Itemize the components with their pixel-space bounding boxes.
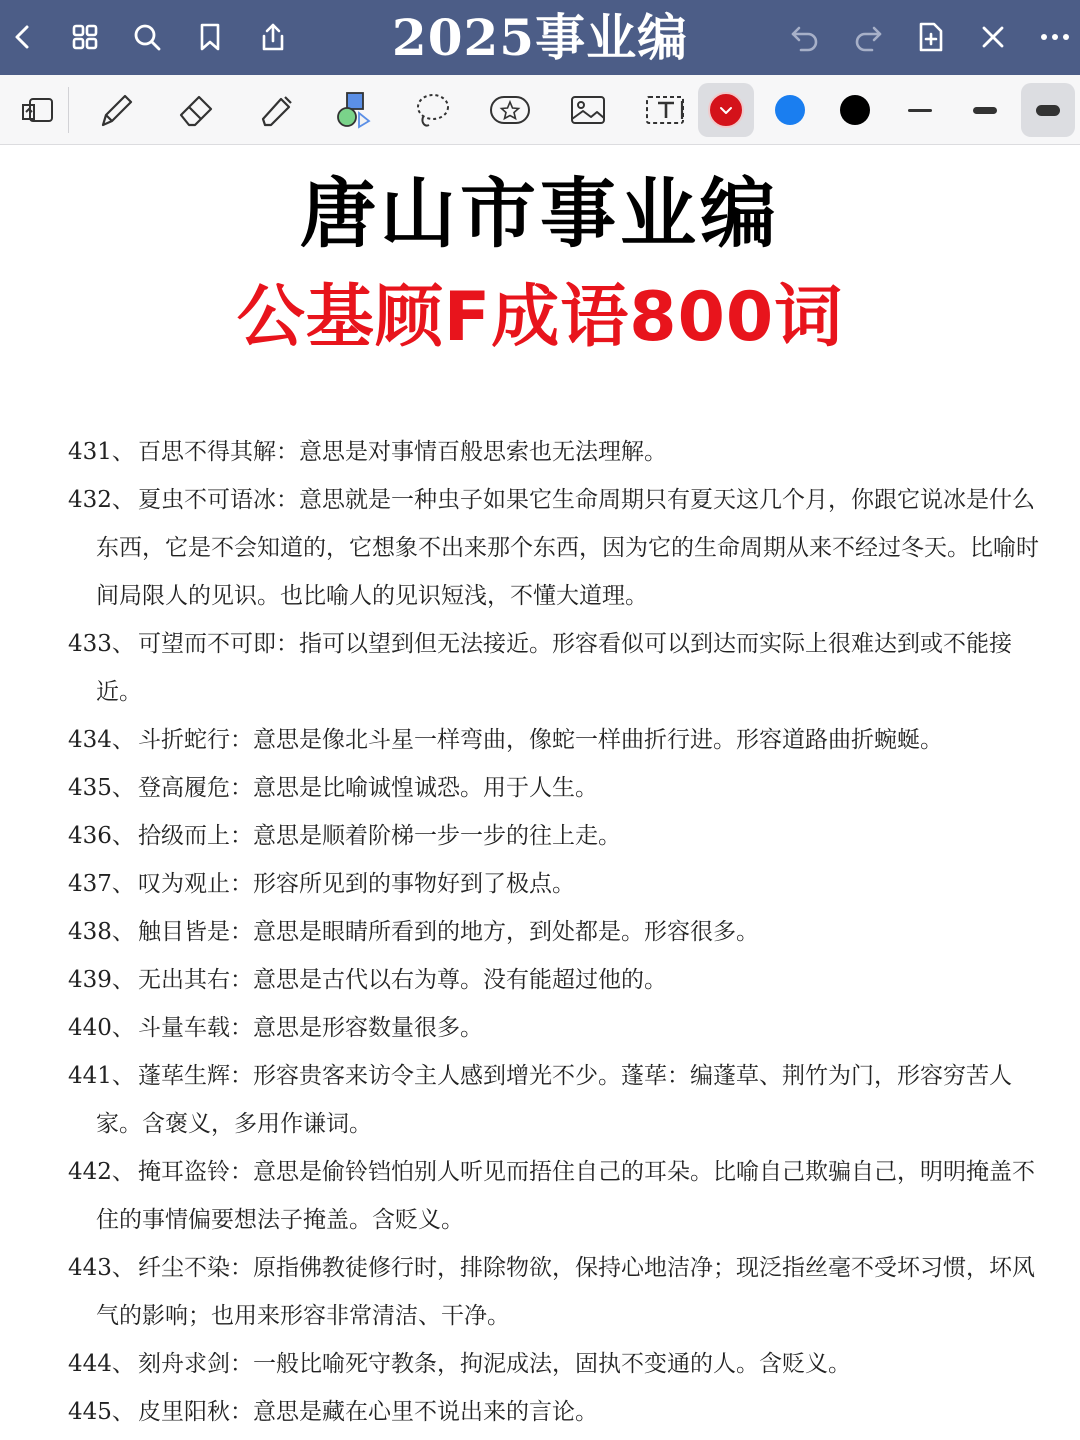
toolbar-divider bbox=[68, 87, 69, 133]
bookmark-icon[interactable] bbox=[187, 14, 233, 60]
entry-number: 433、 bbox=[68, 631, 135, 657]
highlighter-icon[interactable] bbox=[248, 83, 304, 137]
sticker-icon[interactable] bbox=[482, 83, 538, 137]
entry-text: 夏虫不可语冰：意思就是一种虫子如果它生命周期只有夏天这几个月，你跟它说冰是什么东西，它是不会知道的，它想象不出来那个东西，因为它的生命周期从来不经过冬天。比喻时间局限人的见识。也比喻人的见识短浅，不懂大道理。 bbox=[96, 487, 1039, 609]
entry-number: 437、 bbox=[68, 871, 135, 897]
entry-number: 445、 bbox=[68, 1399, 135, 1425]
entry-text: 可望而不可即：指可以望到但无法接近。形容看似可以到达而实际上很难达到或不能接近。 bbox=[96, 631, 1012, 705]
entry-text: 蓬荜生辉：形容贵客来访令主人感到增光不少。蓬荜：编蓬草、荆竹为门，形容穷苦人家。含褒义，多用作谦词。 bbox=[96, 1063, 1012, 1137]
entry-number: 443、 bbox=[68, 1255, 135, 1281]
list-item bbox=[68, 908, 1048, 956]
list-item bbox=[68, 764, 1048, 812]
entry-text: 掩耳盗铃：意思是偷铃铛怕别人听见而捂住自己的耳朵。比喻自己欺骗自己，明明掩盖不住的事情偏要想法子掩盖。含贬义。 bbox=[96, 1159, 1035, 1233]
entry-number: 442、 bbox=[68, 1159, 135, 1185]
document-title: 唐山市事业编 bbox=[300, 169, 780, 258]
entry-text: 刻舟求剑：一般比喻死守教条，拘泥成法，固执不变通的人。含贬义。 bbox=[138, 1351, 851, 1377]
entry-number: 440、 bbox=[68, 1015, 135, 1041]
entry-text: 拾级而上：意思是顺着阶梯一步一步的往上走。 bbox=[138, 823, 621, 849]
list-item bbox=[68, 1340, 1048, 1388]
entry-text: 叹为观止：形容所见到的事物好到了极点。 bbox=[138, 871, 575, 897]
entry-number: 439、 bbox=[68, 967, 135, 993]
eraser-icon[interactable] bbox=[168, 83, 224, 137]
lasso-icon[interactable] bbox=[404, 83, 460, 137]
shapes-icon[interactable] bbox=[326, 83, 382, 137]
top-app-bar bbox=[0, 0, 1080, 75]
entry-number: 436、 bbox=[68, 823, 135, 849]
image-icon[interactable] bbox=[560, 83, 616, 137]
list-item bbox=[68, 476, 1048, 620]
document-page bbox=[0, 146, 1080, 1440]
page-layout-icon[interactable] bbox=[10, 83, 66, 137]
entry-text: 斗量车载：意思是形容数量很多。 bbox=[138, 1015, 483, 1041]
redo-icon[interactable] bbox=[845, 14, 891, 60]
pen-icon[interactable] bbox=[88, 83, 144, 137]
undo-icon[interactable] bbox=[782, 14, 828, 60]
entry-text: 百思不得其解：意思是对事情百般思索也无法理解。 bbox=[138, 439, 667, 465]
text-icon[interactable] bbox=[638, 83, 694, 137]
entry-number: 435、 bbox=[68, 775, 135, 801]
entry-text: 纤尘不染：原指佛教徒修行时，排除物欲，保持心地洁净；现泛指丝毫不受坏习惯，坏风气的影响；也用来形容非常清洁、干净。 bbox=[96, 1255, 1035, 1329]
stroke-thick-button[interactable] bbox=[1021, 83, 1075, 137]
list-item bbox=[68, 1388, 1048, 1436]
entry-text: 触目皆是：意思是眼睛所看到的地方，到处都是。形容很多。 bbox=[138, 919, 759, 945]
close-icon[interactable] bbox=[970, 14, 1016, 60]
entry-text: 登高履危：意思是比喻诚惶诚恐。用于人生。 bbox=[138, 775, 598, 801]
color-red-button[interactable] bbox=[698, 83, 754, 137]
idiom-list bbox=[68, 428, 1048, 1436]
list-item bbox=[68, 1052, 1048, 1148]
search-icon[interactable] bbox=[124, 14, 170, 60]
list-item bbox=[68, 716, 1048, 764]
stroke-thin-button[interactable] bbox=[892, 83, 948, 137]
entry-number: 444、 bbox=[68, 1351, 135, 1377]
entry-text: 皮里阳秋：意思是藏在心里不说出来的言论。 bbox=[138, 1399, 598, 1425]
grid-icon[interactable] bbox=[62, 14, 108, 60]
document-subtitle: 公基顾F成语800词 bbox=[236, 278, 844, 357]
color-blue-button[interactable] bbox=[762, 83, 818, 137]
entry-number: 438、 bbox=[68, 919, 135, 945]
chevron-left-icon[interactable] bbox=[0, 14, 46, 60]
entry-text: 斗折蛇行：意思是像北斗星一样弯曲，像蛇一样曲折行进。形容道路曲折蜿蜒。 bbox=[138, 727, 943, 753]
entry-text: 无出其右：意思是古代以右为尊。没有能超过他的。 bbox=[138, 967, 667, 993]
entry-number: 434、 bbox=[68, 727, 135, 753]
entry-number: 441、 bbox=[68, 1063, 135, 1089]
list-item bbox=[68, 812, 1048, 860]
list-item bbox=[68, 956, 1048, 1004]
entry-number: 432、 bbox=[68, 487, 135, 513]
annotation-toolbar bbox=[0, 75, 1080, 145]
list-item bbox=[68, 1004, 1048, 1052]
add-page-icon[interactable] bbox=[908, 14, 954, 60]
more-icon[interactable] bbox=[1032, 14, 1078, 60]
list-item bbox=[68, 620, 1048, 716]
entry-number: 431、 bbox=[68, 439, 135, 465]
list-item bbox=[68, 428, 1048, 476]
share-icon[interactable] bbox=[250, 14, 296, 60]
stroke-medium-button[interactable] bbox=[957, 83, 1013, 137]
color-black-button[interactable] bbox=[827, 83, 883, 137]
list-item bbox=[68, 1244, 1048, 1340]
window-title: 2025事业编 bbox=[391, 8, 689, 67]
list-item bbox=[68, 860, 1048, 908]
list-item bbox=[68, 1148, 1048, 1244]
